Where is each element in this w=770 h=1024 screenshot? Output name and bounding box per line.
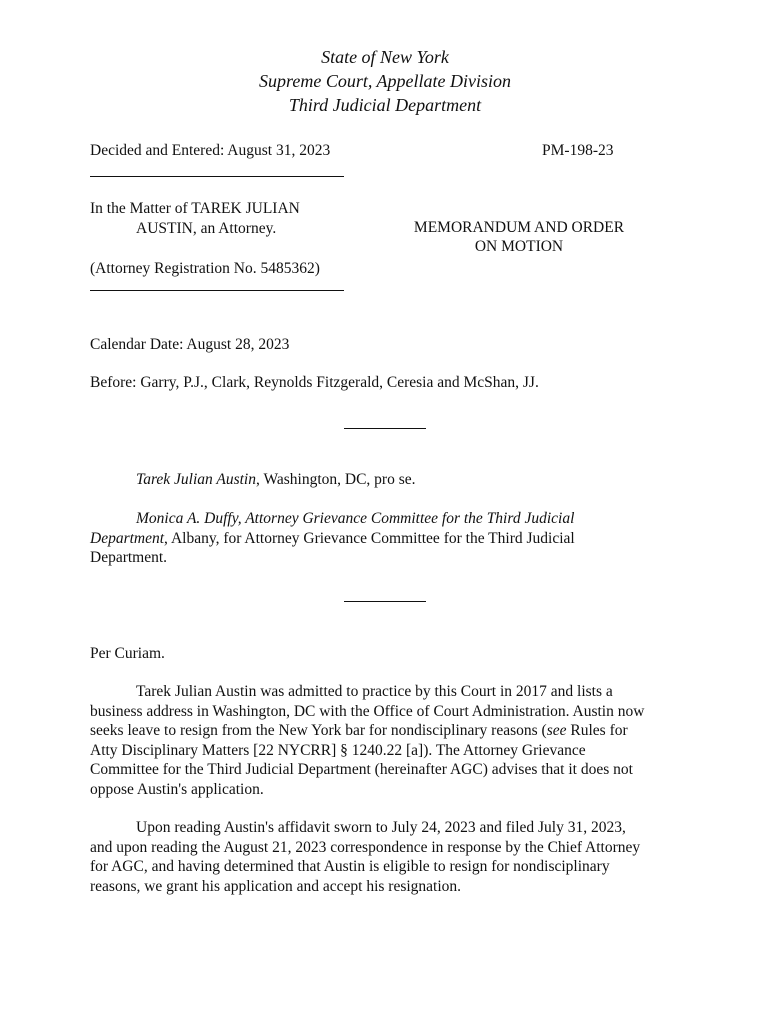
registration-number: (Attorney Registration No. 5485362)	[90, 260, 320, 277]
appearance-agc-line-2	[90, 529, 575, 549]
docket-number: PM-198-23	[542, 142, 614, 159]
text-span: Rules for	[566, 722, 628, 739]
divider-rule	[90, 176, 344, 177]
text-line	[90, 721, 690, 741]
respondent-name: Tarek Julian Austin	[136, 471, 256, 488]
appearance-respondent	[136, 470, 416, 490]
matter-line-1: In the Matter of TAREK JULIAN	[90, 200, 300, 217]
text-line: business address in Washington, DC with the Office of Court Administration. Austin now	[90, 702, 645, 720]
bench-panel: Before: Garry, P.J., Clark, Reynolds Fitzgerald, Ceresia and McShan, JJ.	[90, 374, 539, 391]
document-title-line-1: MEMORANDUM AND ORDER	[413, 219, 625, 236]
department-heading: Third Judicial Department	[288, 95, 482, 115]
matter-line-2: AUSTIN, an Attorney.	[136, 220, 277, 237]
text-line: for AGC, and having determined that Austin is eligible to resign for nondisciplinary	[90, 858, 610, 875]
decided-date: Decided and Entered: August 31, 2023	[90, 142, 331, 159]
text-line: Atty Disciplinary Matters [22 NYCRR] § 1240.22 [a]). The Attorney Grievance	[90, 741, 586, 759]
divider-rule	[90, 290, 344, 291]
text-line: Tarek Julian Austin was admitted to practice by this Court in 2017 and lists a	[136, 683, 613, 700]
text-line: and upon reading the August 21, 2023 correspondence in response by the Chief Attorney	[90, 838, 641, 856]
document-title-line-2: ON MOTION	[474, 238, 564, 255]
section-divider	[344, 601, 426, 602]
appearance-agc-line-3: Department.	[90, 549, 168, 566]
section-divider	[344, 428, 426, 429]
respondent-details: , Washington, DC, pro se.	[256, 471, 416, 488]
opinion-paragraph-2	[90, 818, 690, 896]
citation-signal: see	[546, 722, 567, 739]
state-heading: State of New York	[321, 47, 449, 67]
appearance-agc-line-1	[136, 509, 574, 529]
calendar-date: Calendar Date: August 28, 2023	[90, 336, 290, 353]
text-span: seeks leave to resign from the New York bar for nondisciplinary reasons (	[90, 722, 547, 739]
text-line: oppose Austin's application.	[90, 780, 264, 798]
agc-details: , Albany, for Attorney Grievance Committee for the Third Judicial	[164, 530, 575, 547]
agc-counsel-name: Monica A. Duffy, Attorney Grievance Committee for the Third Judicial	[136, 510, 575, 527]
text-line: Committee for the Third Judicial Department (hereinafter AGC) advises that it does not	[90, 761, 633, 778]
text-line: Upon reading Austin's affidavit sworn to July 24, 2023 and filed July 31, 2023,	[136, 819, 626, 836]
agc-department: Department	[90, 530, 165, 547]
court-heading: Supreme Court, Appellate Division	[259, 71, 511, 91]
opinion-paragraph-1	[90, 682, 690, 799]
per-curiam-heading: Per Curiam.	[90, 645, 165, 662]
text-line: reasons, we grant his application and accept his resignation.	[90, 877, 462, 895]
